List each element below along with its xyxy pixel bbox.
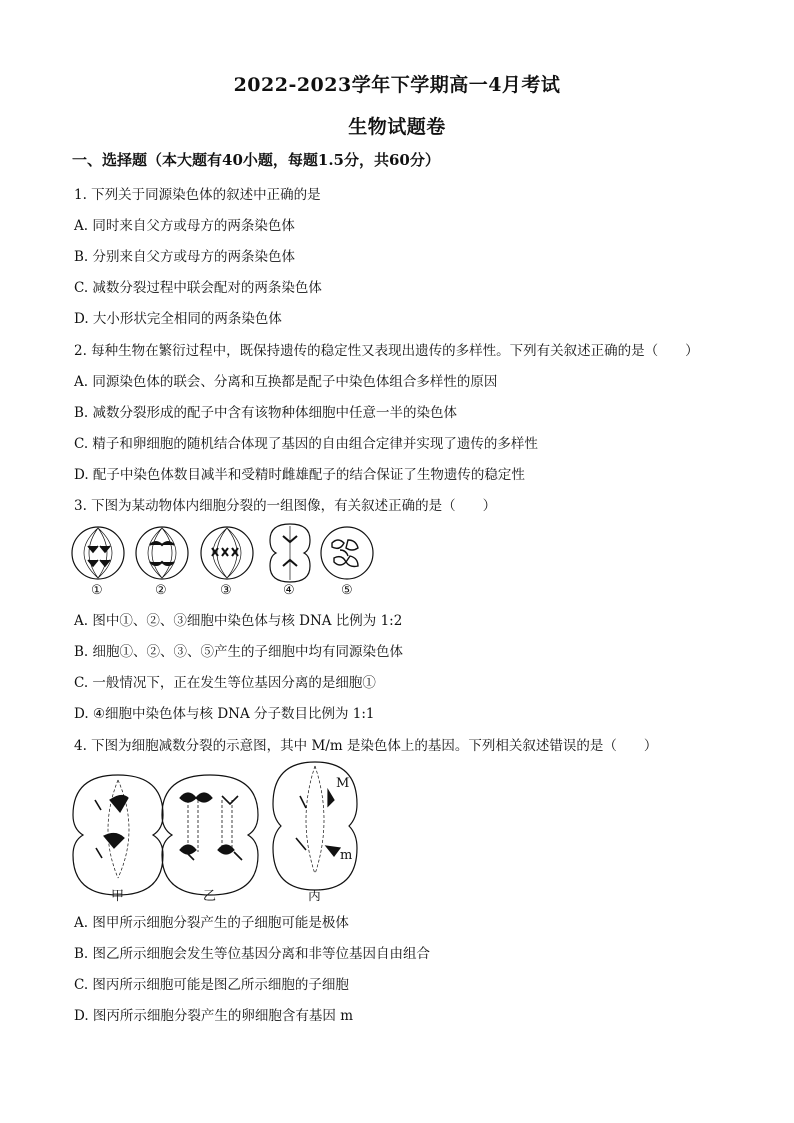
q4-gene-label-m: m bbox=[340, 848, 353, 863]
q4-label-jia: 甲 bbox=[111, 889, 125, 904]
q2-option-b: B. 减数分裂形成的配子中含有该物种体细胞中任意一半的染色体 bbox=[74, 405, 458, 421]
q4-option-b: B. 图乙所示细胞会发生等位基因分离和非等位基因自由组合 bbox=[74, 946, 431, 962]
q3-label-5: ⑤ bbox=[341, 583, 353, 598]
q1-stem: 1. 下列关于同源染色体的叙述中正确的是 bbox=[74, 187, 321, 203]
q3-option-d: D. ④细胞中染色体与核 DNA 分子数目比例为 1:1 bbox=[74, 706, 375, 722]
q4-gene-label-M: M bbox=[336, 776, 350, 791]
q1-option-d: D. 大小形状完全相同的两条染色体 bbox=[74, 311, 282, 327]
q3-stem: 3. 下图为某动物体内细胞分裂的一组图像，有关叙述正确的是（ ） bbox=[74, 498, 497, 514]
q3-option-a: A. 图中①、②、③细胞中染色体与核 DNA 比例为 1:2 bbox=[74, 613, 403, 629]
q4-label-bing: 丙 bbox=[308, 889, 322, 904]
q2-stem: 2. 每种生物在繁衍过程中，既保持遗传的稳定性又表现出遗传的多样性。下列有关叙述正确的是（ ） bbox=[74, 343, 699, 359]
page-title: 2022-2023学年下学期高一4月考试 bbox=[233, 74, 561, 96]
q4-option-c: C. 图丙所示细胞可能是图乙所示细胞的子细胞 bbox=[74, 977, 349, 993]
q3-option-b: B. 细胞①、②、③、⑤产生的子细胞中均有同源染色体 bbox=[74, 644, 404, 660]
q1-option-b: B. 分别来自父方或母方的两条染色体 bbox=[74, 249, 296, 265]
section-heading: 一、选择题（本大题有40小题，每题1.5分，共60分） bbox=[72, 151, 440, 169]
q3-label-4: ④ bbox=[283, 583, 295, 598]
page-subtitle: 生物试题卷 bbox=[348, 116, 446, 138]
q2-option-c: C. 精子和卵细胞的随机结合体现了基因的自由组合定律并实现了遗传的多样性 bbox=[74, 436, 538, 452]
q3-label-2: ② bbox=[155, 583, 167, 598]
q4-stem: 4. 下图为细胞减数分裂的示意图，其中 M/m 是染色体上的基因。下列相关叙述错误的是（ ） bbox=[74, 738, 658, 754]
q4-label-yi: 乙 bbox=[203, 889, 217, 904]
q3-label-3: ③ bbox=[220, 583, 232, 598]
q4-option-a: A. 图甲所示细胞分裂产生的子细胞可能是极体 bbox=[74, 915, 349, 931]
q3-label-1: ① bbox=[91, 583, 103, 598]
q3-option-c: C. 一般情况下，正在发生等位基因分离的是细胞① bbox=[74, 675, 376, 691]
q4-cell-jia bbox=[73, 775, 163, 895]
q2-option-d: D. 配子中染色体数目减半和受精时雌雄配子的结合保证了生物遗传的稳定性 bbox=[74, 467, 525, 483]
q2-option-a: A. 同源染色体的联会、分离和互换都是配子中染色体组合多样性的原因 bbox=[74, 374, 498, 390]
q1-option-c: C. 减数分裂过程中联会配对的两条染色体 bbox=[74, 280, 322, 296]
q1-option-a: A. 同时来自父方或母方的两条染色体 bbox=[74, 218, 295, 234]
q4-cell-yi bbox=[162, 775, 258, 895]
q4-option-d: D. 图丙所示细胞分裂产生的卵细胞含有基因 m bbox=[74, 1008, 354, 1024]
